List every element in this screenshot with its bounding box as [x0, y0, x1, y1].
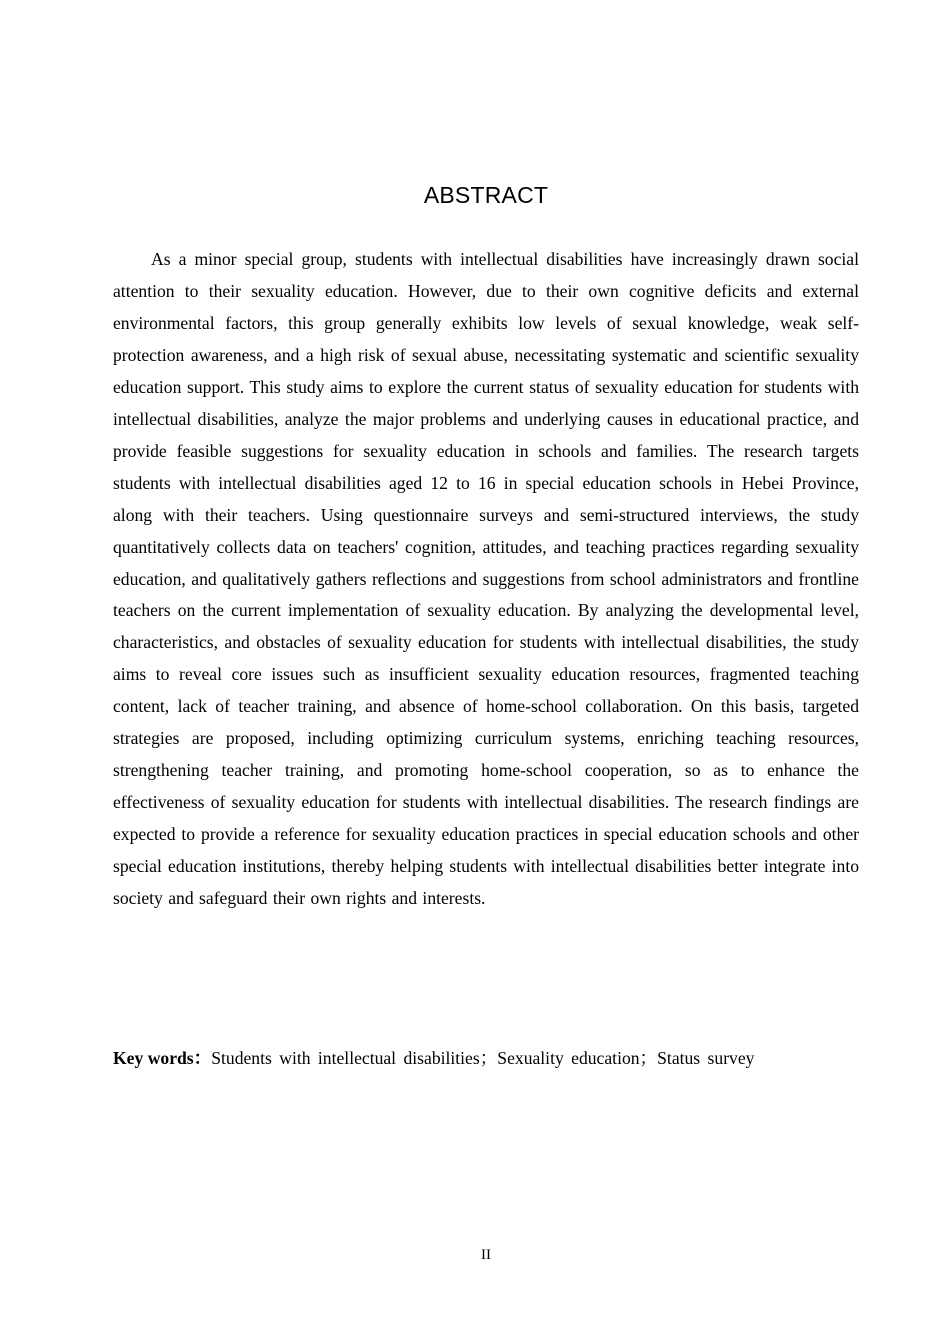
keywords-list: Students with intellectual disabilities；Sexuality education；Status survey — [211, 1048, 755, 1068]
page-number: II — [481, 1247, 491, 1263]
abstract-paragraph: As a minor special group, students with intellectual disabilities have increasingly drawn social attention to their sexuality education. However, due to their own cognitive deficits and external environmental factors, this group generally exhibits low levels of sexual knowledge, weak self-protection awareness, and a high risk of sexual abuse, necessitating systematic and scientific sexuality education support. This study aims to explore the current status of sexuality education for students with intellectual disabilities, analyze the major problems and underlying causes in educational practice, and provide feasible suggestions for sexuality education in schools and families. The research targets students with intellectual disabilities aged 12 to 16 in special education schools in Hebei Province, along with their teachers. Using questionnaire surveys and semi-structured interviews, the study quantitatively collects data on teachers' cognition, attitudes, and teaching practices regarding sexuality education, and qualitatively gathers reflections and suggestions from school administrators and frontline teachers on the current implementation of sexuality education. By analyzing the developmental level, characteristics, and obstacles of sexuality education for students with intellectual disabilities, the study aims to reveal core issues such as insufficient sexuality education resources, fragmented teaching content, lack of teacher training, and absence of home-school collaboration. On this basis, targeted strategies are proposed, including optimizing curriculum systems, enriching teaching resources, strengthening teacher training, and promoting home-school cooperation, so as to enhance the effectiveness of sexuality education for students with intellectual disabilities. The research findings are expected to provide a reference for sexuality education practices in special education schools and other special education institutions, thereby helping students with intellectual disabilities better integrate into society and safeguard their own rights and interests. — [113, 249, 859, 909]
abstract-title: ABSTRACT — [423, 182, 549, 208]
keywords-label: Key words： — [113, 1048, 212, 1068]
keywords-line — [113, 1042, 873, 1074]
